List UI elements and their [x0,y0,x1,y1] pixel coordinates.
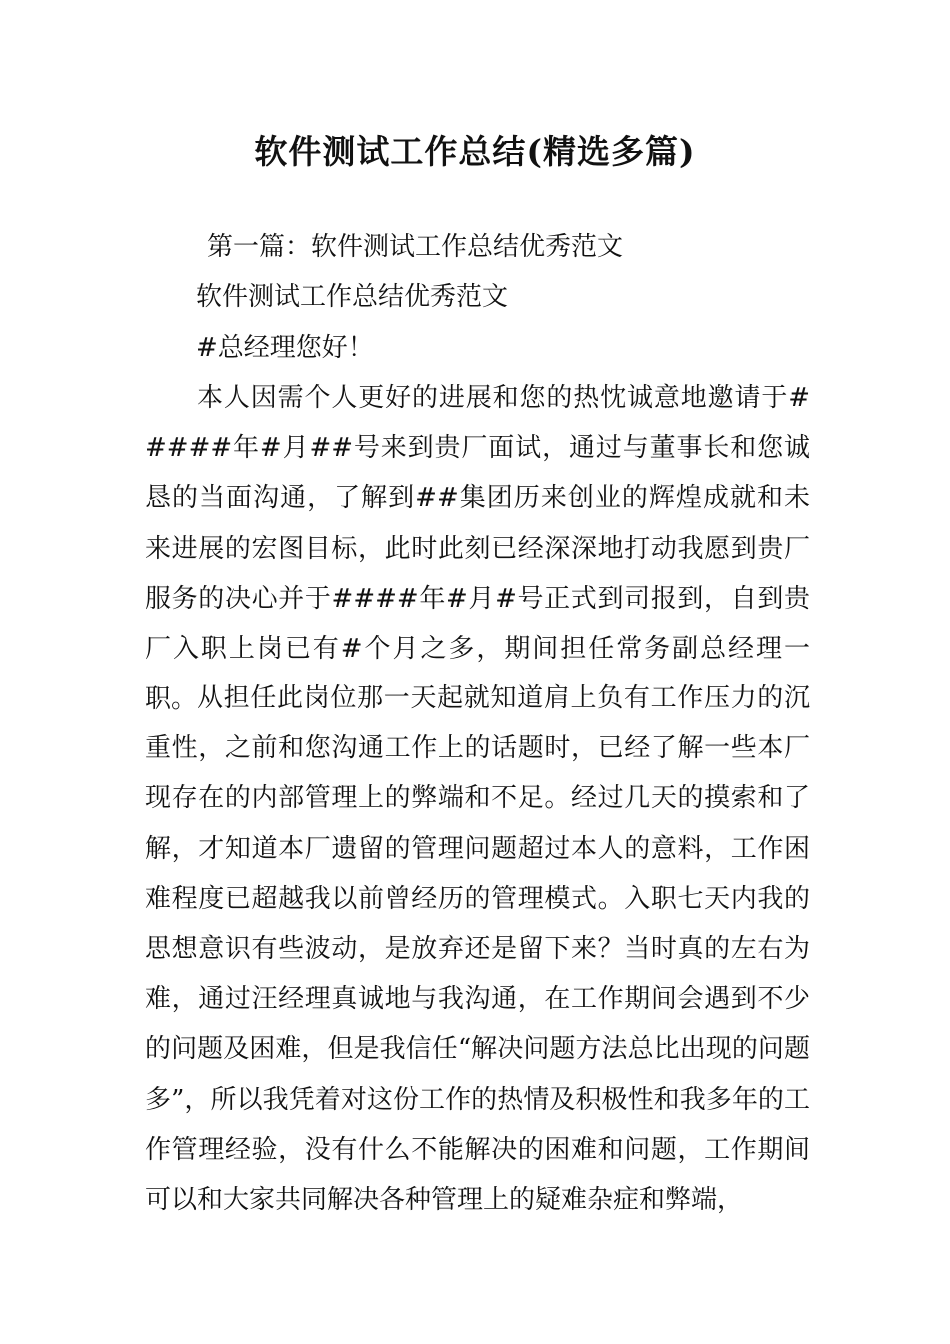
body-paragraph-2: 从担任此岗位那一天起就知道肩上负有工作压力的沉重性，之前和您沟通工作上的话题时，已经了解一些本厂现存在的内部管理上的弊端和不足。经过几天的摸索和了解，才知道本厂遗留的管理问题超过本人的意料，工作困难程度已超越我以前曾经历的管理模式。入职七天内我的思想意识有些波动，是放弃还是留下来？当时真的左右为难，通过汪经理真诚地与我沟通，在工作期间会遇到不少的问题及困难，但是我信任“解决问题方法总比出现的问题多”，所以我凭着对这份工作的热情及积极性和我多年的工作管理经验，没有什么不能解决的困难和问题，工作期间可以和大家共同解决各种管理上的疑难杂症和弊端， [145,683,810,1216]
subheading: 软件测试工作总结优秀范文 [196,282,509,312]
document-title: 软件测试工作总结(精选多篇) [254,132,696,171]
body-paragraph-1: 本人因需个人更好的进展和您的热忱诚意地邀请于#####年#月##号来到贵厂面试，通过与董事长和您诚恳的当面沟通，了解到##集团历来创业的辉煌成就和未来进展的宏图目标，此时此刻已经深深地打动我愿到贵厂服务的决心并于####年#月#号正式到司报到，自到贵厂入职上岗已有#个月之多，期间担任常务副总经理一职。 [145,383,810,715]
greeting: #总经理您好！ [196,333,374,363]
section-heading: 第一篇：软件测试工作总结优秀范文 [207,232,624,262]
